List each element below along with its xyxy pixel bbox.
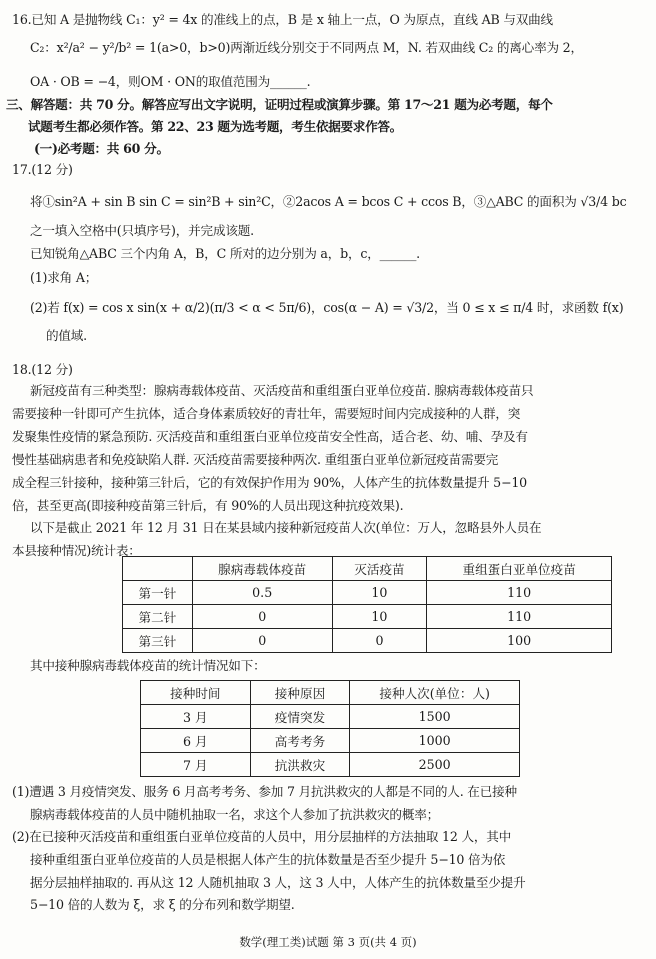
vaccine-doses-table xyxy=(122,556,612,653)
table-cell: 0 xyxy=(192,605,332,629)
q17-heading: 17.(12 分) xyxy=(12,162,73,177)
q17-para-3: 已知锐角△ABC 三个内角 A，B，C 所对的边分别为 a，b，c，______. xyxy=(30,246,420,261)
q18-sub-line: 5−10 倍的人数为 ξ，求 ξ 的分布列和数学期望. xyxy=(30,897,295,912)
table-header-cell: 接种人次(单位：人) xyxy=(350,681,520,705)
q18-para-line: 以下是截止 2021 年 12 月 31 日在某县域内接种新冠疫苗人次(单位：万人，忽略县外人员在 xyxy=(30,520,542,535)
table-row xyxy=(141,729,520,753)
table-header-cell xyxy=(123,557,193,581)
table-row xyxy=(123,581,612,605)
table-cell: 1000 xyxy=(350,729,520,753)
table-row xyxy=(123,605,612,629)
table-cell: 第二针 xyxy=(123,605,193,629)
q18-para-line: 发聚集性疫情的紧急预防. 灭活疫苗和重组蛋白亚单位疫苗安全性高，适合老、幼、哺、孕及有 xyxy=(12,429,528,444)
q17-part-2: (2)若 f(x) = cos x sin(x + α/2)(π/3 < α < 5π/6)，cos(α − A) = √3/2，当 0 ≤ x ≤ π/4 时，求函数 f(x) xyxy=(30,300,624,315)
q16-line-3: OA · OB = −4，则OM · ON的取值范围为______. xyxy=(30,74,311,89)
table-cell: 10 xyxy=(332,581,427,605)
table-cell: 7 月 xyxy=(141,753,251,777)
table-cell: 抗洪救灾 xyxy=(250,753,350,777)
q18-sub-line: 据分层抽样抽取的. 再从这 12 人随机抽取 3 人，这 3 人中，人体产生的抗体数量至少提升 xyxy=(30,875,526,890)
table-cell: 第一针 xyxy=(123,581,193,605)
q18-para-line: 新冠疫苗有三种类型：腺病毒载体疫苗、灭活疫苗和重组蛋白亚单位疫苗. 腺病毒载体疫苗只 xyxy=(30,383,534,398)
q18-para-line: 本县接种情况)统计表： xyxy=(12,543,141,558)
q17-part-2-cont: 的值域. xyxy=(46,328,87,343)
q18-sub-line: (1)遭遇 3 月疫情突发、服务 6 月高考考务、参加 7 月抗洪救灾的人都是不同的人. 在已接种 xyxy=(12,784,517,799)
table-row xyxy=(123,629,612,653)
q18-between-text: 其中接种腺病毒载体疫苗的统计情况如下： xyxy=(30,658,266,673)
q18-para-line: 倍，甚至更高(即接种疫苗第三针后，有 90%的人员出现这种抗疫效果). xyxy=(12,498,404,513)
q18-para-line: 需要接种一针即可产生抗体，适合身体素质较好的青壮年，需要短时间内完成接种的人群，突 xyxy=(12,406,521,421)
table-cell: 3 月 xyxy=(141,705,251,729)
q18-sub-line: 腺病毒载体疫苗的人员中随机抽取一名，求这个人参加了抗洪救灾的概率； xyxy=(30,807,439,822)
table-header-cell: 腺病毒载体疫苗 xyxy=(192,557,332,581)
page-footer: 数学(理工类)试题 第 3 页(共 4 页) xyxy=(239,935,417,949)
table-cell: 100 xyxy=(427,629,612,653)
table-header-cell: 接种原因 xyxy=(250,681,350,705)
table-header-row xyxy=(141,681,520,705)
q16-line-1: 16.已知 A 是抛物线 C₁：y² = 4x 的准线上的点，B 是 x 轴上一点，O 为原点，直线 AB 与双曲线 xyxy=(12,12,553,27)
q17-para-2: 之一填入空格中(只填序号)，并完成该题. xyxy=(30,223,254,238)
table-row xyxy=(141,705,520,729)
table-header-cell: 重组蛋白亚单位疫苗 xyxy=(427,557,612,581)
q17-para-1: 将①sin²A + sin B sin C = sin²B + sin²C，②2acos A = bcos C + ccos B，③△ABC 的面积为 √3/4 bc xyxy=(30,194,627,209)
table-cell: 10 xyxy=(332,605,427,629)
q18-sub-line: 接种重组蛋白亚单位疫苗的人员是根据人体产生的抗体数量是否至少提升 5−10 倍为依 xyxy=(30,852,506,867)
q17-part-1: (1)求角 A； xyxy=(30,270,98,285)
q18-para-line: 成全程三针接种，接种第三针后，它的有效保护作用为 90%，人体产生的抗体数量提升 5−10 xyxy=(12,475,527,490)
adenovirus-table xyxy=(140,680,520,777)
table-header-row xyxy=(123,557,612,581)
section3-line-1: 三、解答题：共 70 分。解答应写出文字说明，证明过程或演算步骤。第 17～21 题为必考题，每个 xyxy=(6,97,553,112)
table-cell: 1500 xyxy=(350,705,520,729)
table-cell: 6 月 xyxy=(141,729,251,753)
table-cell: 0 xyxy=(332,629,427,653)
table-cell: 110 xyxy=(427,581,612,605)
q18-sub-line: (2)在已接种灭活疫苗和重组蛋白亚单位疫苗的人员中，用分层抽样的方法抽取 12 人，其中 xyxy=(12,829,512,844)
section3-line-2: 试题考生都必须作答。第 22、23 题为选考题，考生依据要求作答。 xyxy=(28,119,402,134)
table-cell: 2500 xyxy=(350,753,520,777)
q18-heading: 18.(12 分) xyxy=(12,362,73,377)
table-header-cell: 灭活疫苗 xyxy=(332,557,427,581)
section3-line-3: (一)必考题：共 60 分。 xyxy=(34,141,169,156)
table-cell: 高考考务 xyxy=(250,729,350,753)
table-row xyxy=(141,753,520,777)
table-header-cell: 接种时间 xyxy=(141,681,251,705)
q18-para-line: 慢性基础病患者和免疫缺陷人群. 灭活疫苗需要接种两次. 重组蛋白亚单位新冠疫苗需要完 xyxy=(12,452,499,467)
table-cell: 0.5 xyxy=(192,581,332,605)
q16-line-2: C₂：x²/a² − y²/b² = 1(a>0，b>0)两渐近线分别交于不同两点 M，N. 若双曲线 C₂ 的离心率为 2， xyxy=(30,40,583,55)
table-cell: 110 xyxy=(427,605,612,629)
table-cell: 第三针 xyxy=(123,629,193,653)
table-cell: 疫情突发 xyxy=(250,705,350,729)
table-cell: 0 xyxy=(192,629,332,653)
